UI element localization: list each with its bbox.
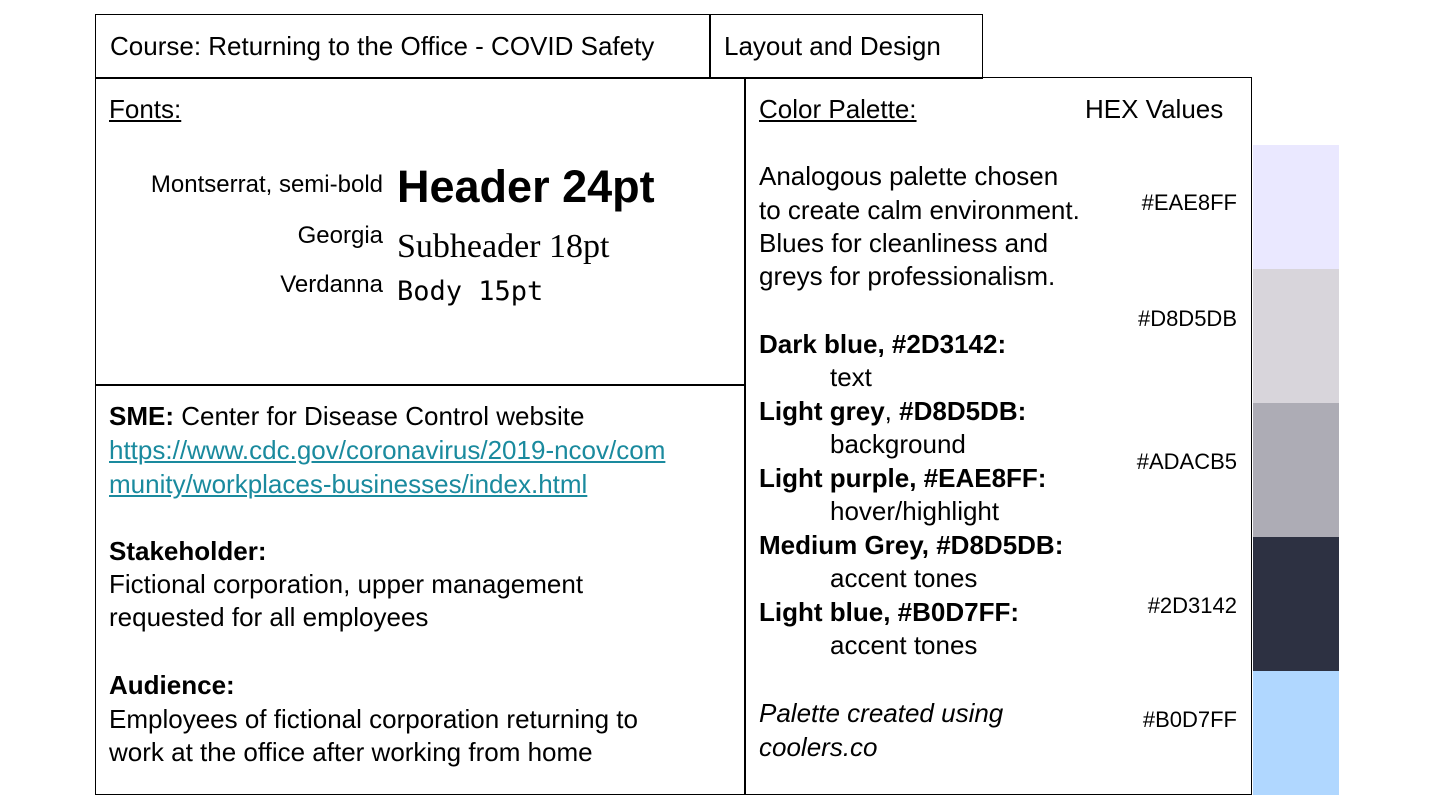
color-use-light-blue: accent tones <box>830 630 978 660</box>
palette-credit-line2: coolers.co <box>759 732 878 762</box>
swatch-dark-blue <box>1253 537 1339 671</box>
hex-value-dark-blue: #2D3142 <box>1147 593 1237 618</box>
color-item-medium-grey: Medium Grey, #D8D5DB: <box>759 530 1064 560</box>
swatch-light-grey <box>1253 269 1339 403</box>
palette-heading: Color Palette: <box>759 94 917 124</box>
sme-link-line2[interactable]: munity/workplaces-businesses/index.html <box>109 469 588 499</box>
audience-label: Audience: <box>109 670 235 700</box>
hex-value-light-purple: #EAE8FF <box>1141 190 1237 215</box>
font-sample-body: Body 15pt <box>397 276 544 307</box>
font-sample-subheader: Subheader 18pt <box>397 228 610 265</box>
hex-value-medium-grey: #ADACB5 <box>1136 449 1237 474</box>
font-sample-header: Header 24pt <box>397 161 655 212</box>
course-title: Course: Returning to the Office - COVID Safety <box>110 31 655 61</box>
sme-line <box>109 400 584 434</box>
color-use-light-purple: hover/highlight <box>830 496 1000 526</box>
font-name-header: Montserrat, semi-bold <box>150 171 383 198</box>
stakeholder-label: Stakeholder: <box>109 536 267 566</box>
swatch-light-blue <box>1253 671 1339 795</box>
color-use-light-grey: background <box>830 429 966 459</box>
hex-value-light-grey: #D8D5DB <box>1137 306 1237 331</box>
sme-text: Center for Disease Control website <box>181 401 585 431</box>
sme-link-line1[interactable]: https://www.cdc.gov/coronavirus/2019-ncov/com <box>109 435 666 465</box>
palette-description-line3: Blues for cleanliness and <box>759 228 1049 258</box>
swatch-light-purple <box>1253 145 1339 269</box>
color-item-light-purple: Light purple, #EAE8FF: <box>759 463 1047 493</box>
palette-description-line2: to create calm environment. <box>759 195 1080 225</box>
color-item-light-grey <box>759 395 1026 429</box>
color-use-dark-blue: text <box>830 362 872 392</box>
sme-label: SME: <box>109 401 174 431</box>
palette-credit-line1: Palette created using <box>759 698 1004 728</box>
stakeholder-line1: Fictional corporation, upper management <box>109 569 584 599</box>
color-item-light-blue: Light blue, #B0D7FF: <box>759 597 1019 627</box>
palette-description-line4: greys for professionalism. <box>759 261 1056 291</box>
font-name-subheader: Georgia <box>297 222 383 249</box>
color-item-light-grey-sep: , <box>884 396 900 426</box>
hex-values-heading: HEX Values <box>1085 94 1224 124</box>
palette-description-line1: Analogous palette chosen <box>759 161 1059 191</box>
section-title: Layout and Design <box>724 31 941 61</box>
font-name-body: Verdanna <box>280 271 383 298</box>
color-item-light-grey-hex: #D8D5DB: <box>899 396 1027 426</box>
swatch-medium-grey <box>1253 403 1339 537</box>
color-item-light-grey-name: Light grey <box>759 396 885 426</box>
audience-line2: work at the office after working from home <box>109 737 593 767</box>
color-item-dark-blue: Dark blue, #2D3142: <box>759 329 1007 359</box>
audience-line1: Employees of fictional corporation returning to <box>109 704 638 734</box>
color-use-medium-grey: accent tones <box>830 563 978 593</box>
stakeholder-line2: requested for all employees <box>109 602 429 632</box>
hex-value-light-blue: #B0D7FF <box>1142 707 1237 732</box>
fonts-heading: Fonts: <box>109 94 182 124</box>
